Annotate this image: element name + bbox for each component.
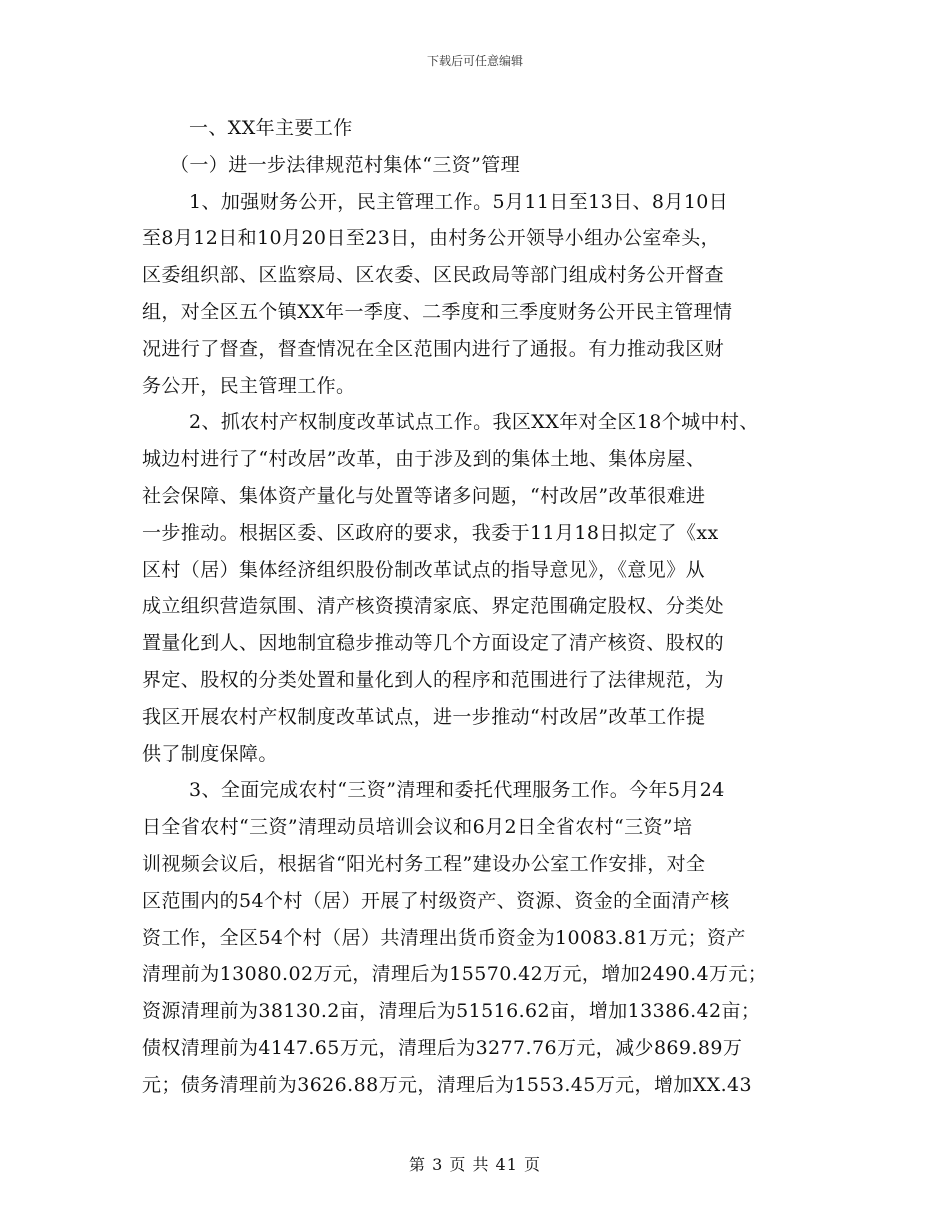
- paragraph-line: 元；债务清理前为3626.88万元，清理后为1553.45万元，增加XX.43: [142, 1073, 753, 1096]
- paragraph-line: 清理前为13080.02万元，清理后为15570.42万元，增加2490.4万元；: [142, 963, 768, 986]
- paragraph-line: 社会保障、集体资产量化与处置等诸多问题，“村改居”改革很难进: [142, 484, 706, 507]
- paragraph-line: 置量化到人、因地制宜稳步推动等几个方面设定了清产核资、股权的: [142, 632, 725, 655]
- paragraph-line: 资工作，全区54个村（居）共清理出货币资金为10083.81万元；资产: [142, 926, 746, 949]
- paragraph-line: 供了制度保障。: [142, 742, 278, 765]
- paragraph-line: 况进行了督查，督查情况在全区范围内进行了通报。有力推动我区财: [142, 337, 725, 360]
- paragraph-line: 2、抓农村产权制度改革试点工作。我区XX年对全区18个城中村、: [189, 411, 759, 434]
- paragraph-line: 日全省农村“三资”清理动员培训会议和6月2日全省农村“三资”培: [142, 816, 693, 839]
- paragraph-line: 城边村进行了“村改居”改革，由于涉及到的集体土地、集体房屋、: [142, 448, 706, 471]
- paragraph-line: 界定、股权的分类处置和量化到人的程序和范围进行了法律规范，为: [142, 668, 725, 691]
- paragraph-line: 资源清理前为38130.2亩，清理后为51516.62亩，增加13386.42亩；: [142, 1000, 761, 1023]
- paragraph-line: 区村（居）集体经济组织股份制改革试点的指导意见》，《意见》从: [142, 558, 706, 581]
- paragraph-line: 一步推动。根据区委、区政府的要求，我委于11月18日拟定了《xx: [142, 521, 719, 544]
- paragraph-line: 1、加强财务公开，民主管理工作。5月11日至13日、8月10日: [189, 190, 729, 213]
- paragraph-line: 成立组织营造氛围、清产核资摸清家底、界定范围确定股权、分类处: [142, 595, 725, 618]
- paragraph-line: 务公开，民主管理工作。: [142, 374, 356, 397]
- paragraph-line: 区委组织部、区监察局、区农委、区民政局等部门组成村务公开督查: [142, 264, 725, 287]
- document-body: [142, 110, 814, 1104]
- paragraph-line: 我区开展农村产权制度改革试点，进一步推动“村改居”改革工作提: [142, 705, 706, 728]
- paragraph-line: 一、XX年主要工作: [189, 117, 353, 139]
- paragraph-line: 组，对全区五个镇XX年一季度、二季度和三季度财务公开民主管理情: [142, 300, 733, 323]
- page-header-note: 下载后可任意编辑: [426, 54, 523, 68]
- paragraph-line: 债权清理前为4147.65万元，清理后为3277.76万元，减少869.89万: [142, 1036, 743, 1059]
- paragraph-line: （一）进一步法律规范村集体“三资”管理: [170, 153, 521, 176]
- paragraph-line: 训视频会议后，根据省“阳光村务工程”建设办公室工作安排，对全: [142, 852, 706, 875]
- page-number-footer: 第 3 页 共 41 页: [409, 1155, 541, 1174]
- paragraph-line: 3、全面完成农村“三资”清理和委托代理服务工作。今年5月24: [189, 779, 725, 802]
- paragraph-line: 区范围内的54个村（居）开展了村级资产、资源、资金的全面清产核: [142, 889, 730, 912]
- paragraph-line: 至8月12日和10月20日至23日，由村务公开领导小组办公室牵头，: [142, 227, 720, 250]
